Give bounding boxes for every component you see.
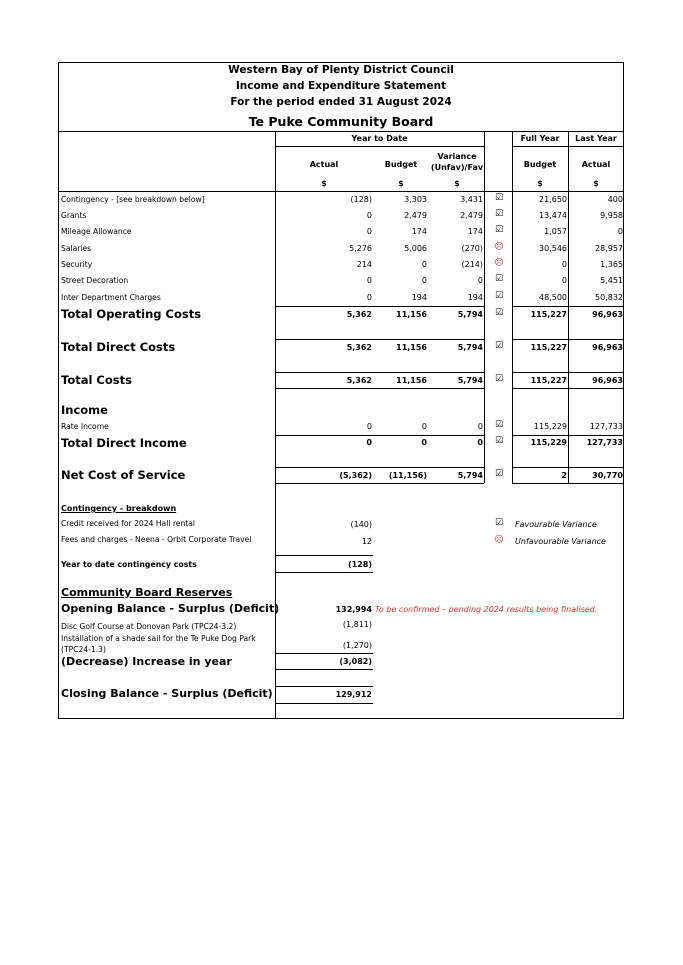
contingency-row-1-label: Credit received for 2024 Hall rental [61, 519, 196, 528]
expense-row-1-fy-budget: 21,650 [539, 195, 567, 204]
fav-legend-icon: ☑ [494, 518, 504, 528]
total-direct-income-ly-actual: 127,733 [586, 438, 623, 447]
expense-row-6-variance: 0 [477, 276, 483, 285]
contingency-bottom-rule [275, 572, 373, 573]
rate-income-budget: 0 [421, 422, 427, 431]
op-total-rule-fy [512, 306, 624, 307]
expense-row-2-label: Grants [61, 211, 87, 220]
expense-row-4-ly-actual: 28,957 [595, 244, 623, 253]
variance-header: Variance [437, 152, 477, 161]
total-operating-budget: 11,156 [396, 310, 427, 319]
currency-actual: $ [321, 179, 327, 188]
total-operating-variance: 5,794 [457, 310, 483, 319]
costs-bottom-rule [275, 388, 484, 389]
expense-row-1-variance: 3,431 [460, 195, 483, 204]
net-bottom-rule-fy [512, 483, 624, 484]
expense-row-7-variance: 194 [467, 293, 483, 302]
ytd-underline [275, 146, 484, 147]
expense-row-5-ly-actual: 1,365 [600, 260, 623, 269]
change-label: (Decrease) Increase in year [61, 655, 232, 668]
expense-row-5-label: Security [61, 260, 93, 269]
expense-row-2-fav-icon: ☑ [494, 209, 504, 219]
op-total-rule [275, 306, 484, 307]
expense-row-2-variance: 2,479 [460, 211, 483, 220]
reserve-item-2-value: (1,270) [342, 641, 372, 650]
net-cost-of-service-label: Net Cost of Service [61, 468, 186, 482]
currency-ly: $ [593, 179, 599, 188]
total-direct-actual: 5,362 [346, 343, 372, 352]
expense-row-4-variance: (270) [461, 244, 483, 253]
total-direct-income-label: Total Direct Income [61, 436, 187, 450]
closing-balance-value: 129,912 [335, 690, 372, 699]
total-costs-fy-budget: 115,227 [530, 376, 567, 385]
ytd-header: Year to Date [351, 134, 408, 143]
total-direct-variance: 5,794 [457, 343, 483, 352]
total-operating-ly-actual: 96,963 [592, 310, 623, 319]
net-bottom-rule [275, 483, 484, 484]
total-operating-label: Total Operating Costs [61, 307, 202, 321]
net-top-rule [275, 467, 484, 468]
opening-balance-value: 132,994 [335, 605, 372, 614]
expense-row-3-fav-icon: ☑ [494, 225, 504, 235]
rate-income-ly-actual: 127,733 [589, 422, 623, 431]
change-top-rule [275, 653, 373, 654]
direct-total-rule [275, 339, 484, 340]
total-operating-fav-icon: ☑ [494, 308, 504, 318]
reserve-item-2-label: Installation of a shade sail for the Te Puke Dog Park [61, 634, 256, 643]
net-top-rule-fy [512, 467, 624, 468]
total-direct-label: Total Direct Costs [61, 340, 176, 354]
expense-row-4-budget: 5,006 [404, 244, 427, 253]
title-divider [58, 131, 624, 132]
ly-actual-header: Actual [581, 160, 611, 169]
total-direct-income-budget: 0 [421, 438, 427, 447]
full-year-header: Full Year [520, 134, 560, 143]
change-bottom-rule [275, 669, 373, 670]
closing-top-rule [275, 686, 373, 687]
expense-row-3-fy-budget: 1,057 [544, 227, 567, 236]
budget-header: Budget [384, 160, 418, 169]
net-cost-of-service-ly-actual: 30,770 [592, 471, 623, 480]
total-direct-budget: 11,156 [396, 343, 427, 352]
reserve-item-1-value: (1,811) [342, 620, 372, 629]
board-title: Te Puke Community Board [248, 114, 434, 129]
expense-row-7-budget: 194 [411, 293, 427, 302]
reserves-heading: Community Board Reserves [61, 586, 233, 599]
closing-bottom-rule [275, 703, 373, 704]
expense-row-3-label: Mileage Allowance [61, 227, 132, 236]
actual-header: Actual [309, 160, 339, 169]
expense-row-5-unfav-icon: ☹ [494, 258, 504, 268]
last-year-header: Last Year [575, 134, 617, 143]
expense-row-5-fy-budget: 0 [561, 260, 567, 269]
expense-row-2-fy-budget: 13,474 [539, 211, 567, 220]
contingency-row-2-value: 12 [361, 537, 372, 546]
total-costs-fav-icon: ☑ [494, 374, 504, 384]
contingency-heading: Contingency - breakdown [61, 504, 177, 513]
expense-row-3-variance: 174 [467, 227, 483, 236]
total-direct-income-variance: 0 [477, 438, 483, 447]
currency-budget: $ [398, 179, 404, 188]
expense-row-6-budget: 0 [421, 276, 427, 285]
expense-row-6-fy-budget: 0 [561, 276, 567, 285]
total-direct-income-fav-icon: ☑ [494, 436, 504, 446]
costs-total-rule [275, 372, 484, 373]
reserve-item-1-label: Disc Golf Course at Donovan Park (TPC24-3.2) [61, 622, 237, 631]
expense-row-6-fav-icon: ☑ [494, 274, 504, 284]
total-direct-income-fy-budget: 115,229 [530, 438, 567, 447]
currency-variance: $ [454, 179, 460, 188]
expense-row-1-ly-actual: 400 [607, 195, 623, 204]
unfav-legend-label: Unfavourable Variance [515, 537, 606, 546]
expense-row-1-fav-icon: ☑ [494, 193, 504, 203]
expense-row-4-unfav-icon: ☹ [494, 242, 504, 252]
total-direct-fy-budget: 115,227 [530, 343, 567, 352]
income-total-rule-fy [512, 435, 624, 436]
expense-row-3-budget: 174 [411, 227, 427, 236]
total-direct-fav-icon: ☑ [494, 341, 504, 351]
currency-fy: $ [537, 179, 543, 188]
net-cost-of-service-budget: (11,156) [388, 471, 427, 480]
income-heading: Income [61, 403, 108, 417]
variance-subheader: (Unfav)/Fav [430, 163, 484, 172]
header-bottom [58, 191, 624, 192]
opening-balance-label: Opening Balance - Surplus (Deficit) [61, 602, 280, 615]
direct-total-rule-fy [512, 339, 624, 340]
expense-row-5-variance: (214) [461, 260, 483, 269]
fy-budget-header: Budget [523, 160, 557, 169]
contingency-total-label: Year to date contingency costs [61, 560, 197, 569]
council-title: Western Bay of Plenty District Council [228, 64, 454, 76]
rate-income-label: Rate Income [61, 422, 109, 431]
net-cost-of-service-fav-icon: ☑ [494, 469, 504, 479]
opening-balance-note: To be confirmed – pending 2024 results being finalised. [375, 605, 598, 614]
expense-row-6-label: Street Decoration [61, 276, 129, 285]
expense-row-7-fy-budget: 48,500 [539, 293, 567, 302]
total-costs-actual: 5,362 [346, 376, 372, 385]
expense-row-3-actual: 0 [366, 227, 372, 236]
contingency-total-value: (128) [347, 560, 372, 569]
contingency-row-2-label: Fees and charges - Neena - Orbit Corporate Travel [61, 535, 252, 544]
expense-row-7-label: Inter Department Charges [61, 293, 161, 302]
net-cost-of-service-fy-budget: 2 [561, 471, 567, 480]
rate-income-fav-icon: ☑ [494, 420, 504, 430]
rate-income-actual: 0 [366, 422, 372, 431]
expense-row-3-ly-actual: 0 [617, 227, 623, 236]
expense-row-5-actual: 214 [356, 260, 372, 269]
reserve-item-2-label-cont: (TPC24-1.3) [61, 645, 106, 654]
total-costs-variance: 5,794 [457, 376, 483, 385]
fav-legend-label: Favourable Variance [515, 520, 597, 529]
expense-row-1-actual: (128) [350, 195, 372, 204]
total-costs-budget: 11,156 [396, 376, 427, 385]
period-title: For the period ended 31 August 2024 [230, 96, 452, 108]
expense-row-5-budget: 0 [421, 260, 427, 269]
costs-bottom-rule-fy [512, 388, 624, 389]
total-costs-ly-actual: 96,963 [592, 376, 623, 385]
rate-income-variance: 0 [477, 422, 483, 431]
expense-row-4-label: Salaries [61, 244, 92, 253]
expense-row-2-ly-actual: 9,958 [600, 211, 623, 220]
total-operating-actual: 5,362 [346, 310, 372, 319]
fy-underline [512, 146, 624, 147]
expense-row-1-budget: 3,303 [404, 195, 427, 204]
total-direct-income-actual: 0 [366, 438, 372, 447]
net-cost-of-service-actual: (5,362) [339, 471, 372, 480]
expense-row-6-ly-actual: 5,451 [600, 276, 623, 285]
expense-row-7-actual: 0 [366, 293, 372, 302]
contingency-row-1-value: (140) [350, 520, 372, 529]
net-cost-of-service-variance: 5,794 [457, 471, 483, 480]
change-value: (3,082) [339, 657, 372, 666]
income-total-rule [275, 435, 484, 436]
contingency-total-rule [275, 555, 373, 556]
total-costs-label: Total Costs [61, 373, 132, 387]
total-direct-ly-actual: 96,963 [592, 343, 623, 352]
expense-row-1-label: Contingency - [see breakdown below] [61, 195, 205, 204]
expense-row-4-fy-budget: 30,546 [539, 244, 567, 253]
expense-row-6-actual: 0 [366, 276, 372, 285]
expense-row-2-budget: 2,479 [404, 211, 427, 220]
costs-total-rule-fy [512, 372, 624, 373]
unfav-legend-icon: ☹ [494, 535, 504, 545]
expense-row-2-actual: 0 [366, 211, 372, 220]
total-operating-fy-budget: 115,227 [530, 310, 567, 319]
expense-row-7-fav-icon: ☑ [494, 291, 504, 301]
expense-row-7-ly-actual: 50,832 [595, 293, 623, 302]
closing-balance-label: Closing Balance - Surplus (Deficit) [61, 687, 273, 700]
expense-row-4-actual: 5,276 [349, 244, 372, 253]
statement-title: Income and Expenditure Statement [235, 80, 447, 92]
col-divider-label [275, 131, 276, 719]
rate-income-fy-budget: 115,229 [533, 422, 567, 431]
